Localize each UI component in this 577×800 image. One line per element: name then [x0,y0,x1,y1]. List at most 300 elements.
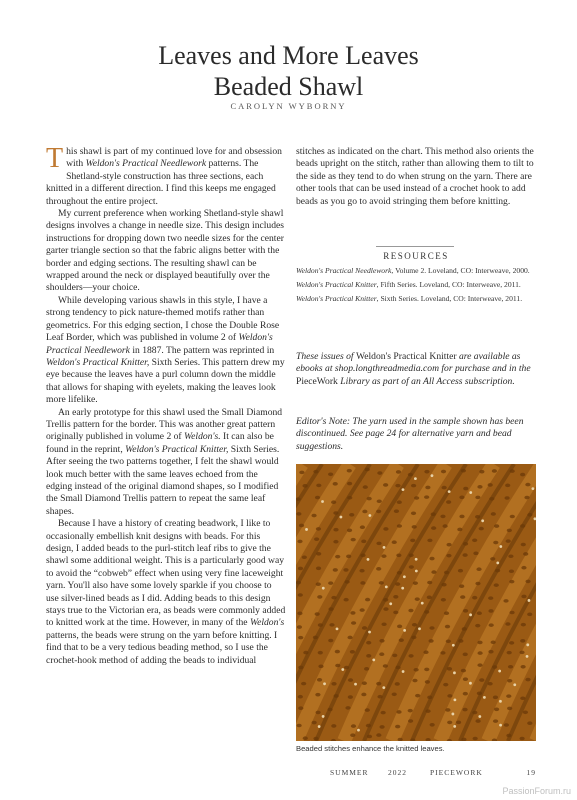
lace-eyelet [507,679,512,683]
lace-eyelet [360,525,365,529]
lace-eyelet [442,486,447,490]
italic-title: Weldon's Practical Knitter, [46,356,150,368]
lace-eyelet [521,543,526,547]
lace-eyelet [473,552,478,556]
lace-eyelet [408,473,413,477]
publication-name: Weldon's Practical Knitter [355,351,457,362]
lace-bead [526,655,529,658]
lace-eyelet [328,472,333,476]
lace-eyelet [479,470,484,474]
lace-eyelet [318,665,323,669]
lace-eyelet [415,597,420,601]
lace-eyelet [414,496,419,500]
lace-eyelet [302,484,307,488]
lace-eyelet [527,513,532,517]
lace-eyelet [488,596,493,600]
lace-eyelet [366,724,371,728]
left-paragraph [46,295,286,407]
lace-eyelet [347,482,352,486]
italic-title: Weldon's Practical Needlework [46,332,273,356]
lace-eyelet [412,623,417,627]
lace-eyelet [430,723,435,727]
lace-eyelet [297,724,302,728]
editor-note: Editor's Note: The yarn used in the sample shown has been discontinued. See page 24 for alternative yarn and bead suggestions. [296,416,524,452]
lace-eyelet [344,666,349,670]
lace-eyelet [495,569,500,573]
lace-eyelet [296,512,301,516]
lace-eyelet [331,596,336,600]
lace-eyelet [525,483,530,487]
availability-text: Library as part of an All Access subscription. [337,375,515,387]
lace-eyelet [409,553,414,557]
lace-eyelet [316,566,321,570]
lace-bead [528,599,531,602]
lace-bead [454,698,457,701]
lace-eyelet [331,724,336,728]
lace-eyelet [409,565,414,569]
lace-eyelet [327,708,332,712]
lace-eyelet [427,581,432,585]
lace-eyelet [463,609,468,613]
lace-eyelet [383,664,388,668]
lace-eyelet [396,554,401,558]
lace-eyelet [347,469,352,473]
lace-eyelet [316,711,321,715]
lace-eyelet [441,470,446,474]
lace-eyelet [477,641,482,645]
lace-eyelet [488,682,493,686]
lace-eyelet [443,683,448,687]
lace-eyelet [413,581,418,585]
lace-eyelet [331,682,336,686]
lace-eyelet [458,569,463,573]
lace-eyelet [490,557,495,561]
lace-eyelet [333,511,338,515]
lace-bead [469,491,472,494]
lace-eyelet [348,678,353,682]
lace-eyelet [379,652,384,656]
lace-eyelet [362,626,367,630]
lace-eyelet [508,665,513,669]
left-paragraph [46,143,286,208]
availability-text: are available as ebooks at shop.longthreadmedia.com for purchase and in the [296,351,531,375]
lace-eyelet [298,567,303,571]
lace-bead [402,670,405,673]
lace-eyelet [296,581,301,585]
lace-eyelet [362,510,367,514]
lace-eyelet [315,612,320,616]
lace-eyelet [441,583,446,587]
lace-eyelet [315,693,320,697]
lace-eyelet [298,706,303,710]
lace-eyelet [488,483,493,487]
lace-bead [383,546,386,549]
lace-eyelet [521,566,526,570]
lace-eyelet [440,515,445,519]
italic-title: Weldon's [249,617,285,629]
lace-eyelet [316,582,321,586]
lace-eyelet [350,650,355,654]
lace-eyelet [492,665,497,669]
lace-eyelet [303,736,308,740]
lace-bead [496,561,499,564]
lace-eyelet [475,515,480,519]
lace-bead [481,519,484,522]
lace-bead [403,575,406,578]
lace-eyelet [344,598,349,602]
lace-eyelet [445,625,450,629]
lace-bead [340,516,343,519]
lace-eyelet [458,639,463,643]
lace-eyelet [477,663,482,667]
lace-bead [499,545,502,548]
lace-bead [513,683,516,686]
lace-eyelet [346,555,351,559]
footer-magazine: PIECEWORK [430,768,483,777]
lace-eyelet [399,638,404,642]
lace-eyelet [408,719,413,723]
lace-eyelet [428,639,433,643]
lace-bead [336,627,339,630]
lace-eyelet [431,526,436,530]
lace-bead [367,558,370,561]
lace-eyelet [366,641,371,645]
lace-eyelet [392,540,397,544]
lace-eyelet [361,540,366,544]
lace-eyelet [313,636,318,640]
lace-eyelet [461,469,466,473]
lace-bead [321,500,324,503]
lace-eyelet [476,567,481,571]
lace-eyelet [345,706,350,710]
left-column [46,143,286,667]
italic-title: Weldon's. [184,431,221,443]
lace-eyelet [475,582,480,586]
lace-eyelet [509,569,514,573]
lace-eyelet [397,571,402,575]
lace-eyelet [411,484,416,488]
lace-eyelet [520,473,525,477]
lace-eyelet [459,496,464,500]
lace-eyelet [408,654,413,658]
lace-bead [452,644,455,647]
lace-bead [372,658,375,661]
lace-eyelet [475,719,480,723]
lace-eyelet [505,622,510,626]
lace-eyelet [303,651,308,655]
resource-title: Weldon's Practical Knitter [296,294,377,303]
lace-eyelet [328,639,333,643]
lace-eyelet [383,527,388,531]
lace-bead [448,490,451,493]
lace-bead [483,696,486,699]
lace-eyelet [472,596,477,600]
lace-eyelet [441,598,446,602]
resource-item [296,293,536,304]
lace-eyelet [376,567,381,571]
lace-eyelet [361,693,366,697]
lace-eyelet [365,598,370,602]
lace-eyelet [364,667,369,671]
lace-bead [418,627,421,630]
lace-eyelet [408,609,413,613]
lace-eyelet [314,537,319,541]
lace-eyelet [328,581,333,585]
lace-eyelet [298,636,303,640]
lace-eyelet [318,651,323,655]
lace-eyelet [493,696,498,700]
lace-eyelet [425,486,430,490]
footer-year: 2022 [388,768,407,777]
resource-title: Weldon's Practical Knitter [296,280,377,289]
lace-eyelet [298,666,303,670]
lace-eyelet [351,538,356,542]
lace-eyelet [365,708,370,712]
lace-eyelet [473,737,478,741]
lace-bead [402,488,405,491]
lace-bead [526,643,529,646]
lace-eyelet [475,496,480,500]
lace-eyelet [520,639,525,643]
lace-eyelet [335,664,340,668]
lace-bead [401,587,404,590]
lace-eyelet [350,611,355,615]
left-paragraph [46,518,286,667]
lace-eyelet [297,612,302,616]
body-text: My current preference when working Shetland-style shawl designs involves a change in needle size. This design includes instructions for dropping down two needle sizes for the center garter triangle section so that the fabric aligns better with the border and edging sections. The resulting shawl can be wrapped around the neck or displayed beautifully over the shoulders—your choice. [46,208,285,294]
lace-eyelet [527,613,532,617]
lace-bead [318,725,321,728]
body-text: An early prototype for this shawl used the Small Diamond Trellis pattern for the border. This was another great pattern originally published in volume 2 of [46,406,283,443]
lace-eyelet [506,539,511,543]
lace-eyelet [362,681,367,685]
lace-eyelet [423,650,428,654]
lace-eyelet [297,625,302,629]
lace-eyelet [472,538,477,542]
lace-eyelet [394,509,399,513]
lace-eyelet [317,678,322,682]
lace-eyelet [520,696,525,700]
lace-eyelet [395,725,400,729]
lace-eyelet [463,692,468,696]
watermark: PassionForum.ru [502,786,571,796]
lace-eyelet [392,654,397,658]
body-text: Because I have a history of creating beadwork, I like to occasionally embellish knit designs with beads. For this design, I added beads to the purl-stitch leaf ribs to give the shawl some additional weight. This is a particularly good way to avoid the “cobweb” effect when using very fine laceweight yarn. You'll also have some lovely sparkle if you choose to use silver-lined beads as I did. Adding beads to this design stays true to the Victorian era, as beads were commonly added to knitted work at the time. However, in many of the [46,518,286,629]
lace-eyelet [351,724,356,728]
lace-eyelet [477,611,482,615]
lace-bead [453,725,456,728]
lace-bead [531,487,534,490]
lace-eyelet [367,735,372,739]
lace-bead [341,668,344,671]
resource-item [296,265,536,276]
lace-eyelet [365,468,370,472]
lace-eyelet [329,623,334,627]
lace-eyelet [429,557,434,561]
lace-eyelet [519,651,524,655]
lace-eyelet [395,484,400,488]
lace-eyelet [463,553,468,557]
lace-eyelet [347,496,352,500]
lace-eyelet [429,626,434,630]
italic-title: Weldon's Practical Needlework [85,158,207,170]
lace-eyelet [489,497,494,501]
lace-eyelet [521,595,526,599]
lace-eyelet [313,737,318,741]
lace-eyelet [381,711,386,715]
lace-eyelet [459,515,464,519]
lace-eyelet [302,555,307,559]
lace-eyelet [462,627,467,631]
lace-eyelet [446,543,451,547]
lace-bead [421,602,424,605]
body-text: in 1887. The pattern was reprinted in [129,344,275,356]
lace-eyelet [331,500,336,504]
lace-eyelet [463,542,468,546]
lace-eyelet [446,500,451,504]
body-text: patterns, the beads were strung on the yarn before knitting. I find that to be a very tedious beading method, so I use the crochet-hook method of adding the beads to individual [46,629,278,666]
lace-eyelet [297,540,302,544]
lace-eyelet [462,708,467,712]
lace-eyelet [395,666,400,670]
lace-eyelet [510,515,515,519]
author-byline: CAROLYN WYBORNY [230,101,347,111]
lace-eyelet [446,554,451,558]
lace-eyelet [521,665,526,669]
lace-eyelet [383,607,388,611]
lace-eyelet [509,580,514,584]
availability-note [296,351,536,388]
lace-eyelet [521,623,526,627]
lace-eyelet [377,499,382,503]
right-column [296,146,536,208]
lace-eyelet [523,552,528,556]
lace-eyelet [472,711,477,715]
lace-eyelet [479,527,484,531]
lace-eyelet [335,650,340,654]
lace-bead [415,558,418,561]
lace-eyelet [431,570,436,574]
knitted-lace-photo [296,464,536,741]
article-title [0,40,577,102]
availability-text: These issues of [296,351,356,362]
lace-eyelet [444,571,449,575]
lace-eyelet [301,682,306,686]
lace-eyelet [527,721,532,725]
lace-eyelet [383,598,388,602]
lace-eyelet [410,539,415,543]
lace-eyelet [509,641,514,645]
lace-eyelet [460,595,465,599]
lace-bead [453,671,456,674]
lace-bead [469,682,472,685]
lace-eyelet [427,539,432,543]
lace-bead [354,683,357,686]
article-title-line2: Beaded Shawl [213,72,364,101]
right-paragraph [296,146,536,208]
lace-bead [469,613,472,616]
lace-eyelet [477,485,482,489]
article-title-line1: Leaves and More Leaves [158,41,419,70]
lace-eyelet [494,524,499,528]
lace-eyelet [503,599,508,603]
photo-caption: Beaded stitches enhance the knitted leaves. [296,744,445,753]
lace-eyelet [360,608,365,612]
lace-eyelet [491,640,496,644]
lace-eyelet [299,524,304,528]
lace-bead [368,631,371,634]
lace-eyelet [316,484,321,488]
lace-eyelet [477,692,482,696]
lace-bead [451,713,454,716]
lace-eyelet [415,694,420,698]
italic-title: Weldon's Practical Knitter, [125,443,229,455]
lace-eyelet [424,668,429,672]
lace-eyelet [333,482,338,486]
lace-eyelet [348,695,353,699]
lace-eyelet [360,581,365,585]
lace-eyelet [313,470,318,474]
lace-eyelet [363,485,368,489]
lace-bead [385,585,388,588]
lace-eyelet [395,682,400,686]
lace-eyelet [311,514,316,518]
lace-eyelet [366,654,371,658]
lace-eyelet [479,678,484,682]
lace-bead [403,629,406,632]
lace-eyelet [376,542,381,546]
lace-eyelet [494,707,499,711]
lace-eyelet [381,622,386,626]
lace-bead [368,514,371,517]
lace-eyelet [506,734,511,738]
body-text: While developing various shawls in this style, I have a strong tendency to pick nature-themed motifs rather than geometrics. For this edging section, I chose the Double Rose Leaf Border, which was published in volume 2 of [46,294,280,344]
lace-bead [322,587,325,590]
lace-eyelet [333,540,338,544]
lace-eyelet [504,496,509,500]
lace-bead [499,700,502,703]
lace-eyelet [315,496,320,500]
lace-eyelet [440,651,445,655]
lace-eyelet [377,471,382,475]
lace-eyelet [381,554,386,558]
lace-eyelet [459,584,464,588]
left-paragraph [46,208,286,295]
footer-season: SUMMER [330,768,369,777]
resource-item [296,279,536,290]
body-text: stitches as indicated on the chart. This method also orients the beads upright on the stitch, rather than allowing them to tilt to the side as they tend to do when strung on the yarn. There are other tools that can be used instead of a crochet hook to add beads as you go to avoid stringing them before knitting. [296,146,534,207]
lace-eyelet [377,695,382,699]
lace-eyelet [463,487,468,491]
lace-eyelet [461,669,466,673]
lace-bead [357,729,360,732]
lace-eyelet [316,552,321,556]
lace-bead [382,686,385,689]
lace-bead [499,724,502,727]
lace-eyelet [445,708,450,712]
resource-details: , Fifth Series. Loveland, CO: Interweave, 2011. [376,280,521,289]
lace-bead [498,670,501,673]
left-paragraph [46,407,286,519]
lace-eyelet [488,650,493,654]
lace-eyelet [425,709,430,713]
lace-eyelet [431,512,436,516]
lace-bead [322,715,325,718]
lace-eyelet [519,737,524,741]
lace-eyelet [392,692,397,696]
lace-eyelet [318,623,323,627]
lace-bead [414,477,417,480]
